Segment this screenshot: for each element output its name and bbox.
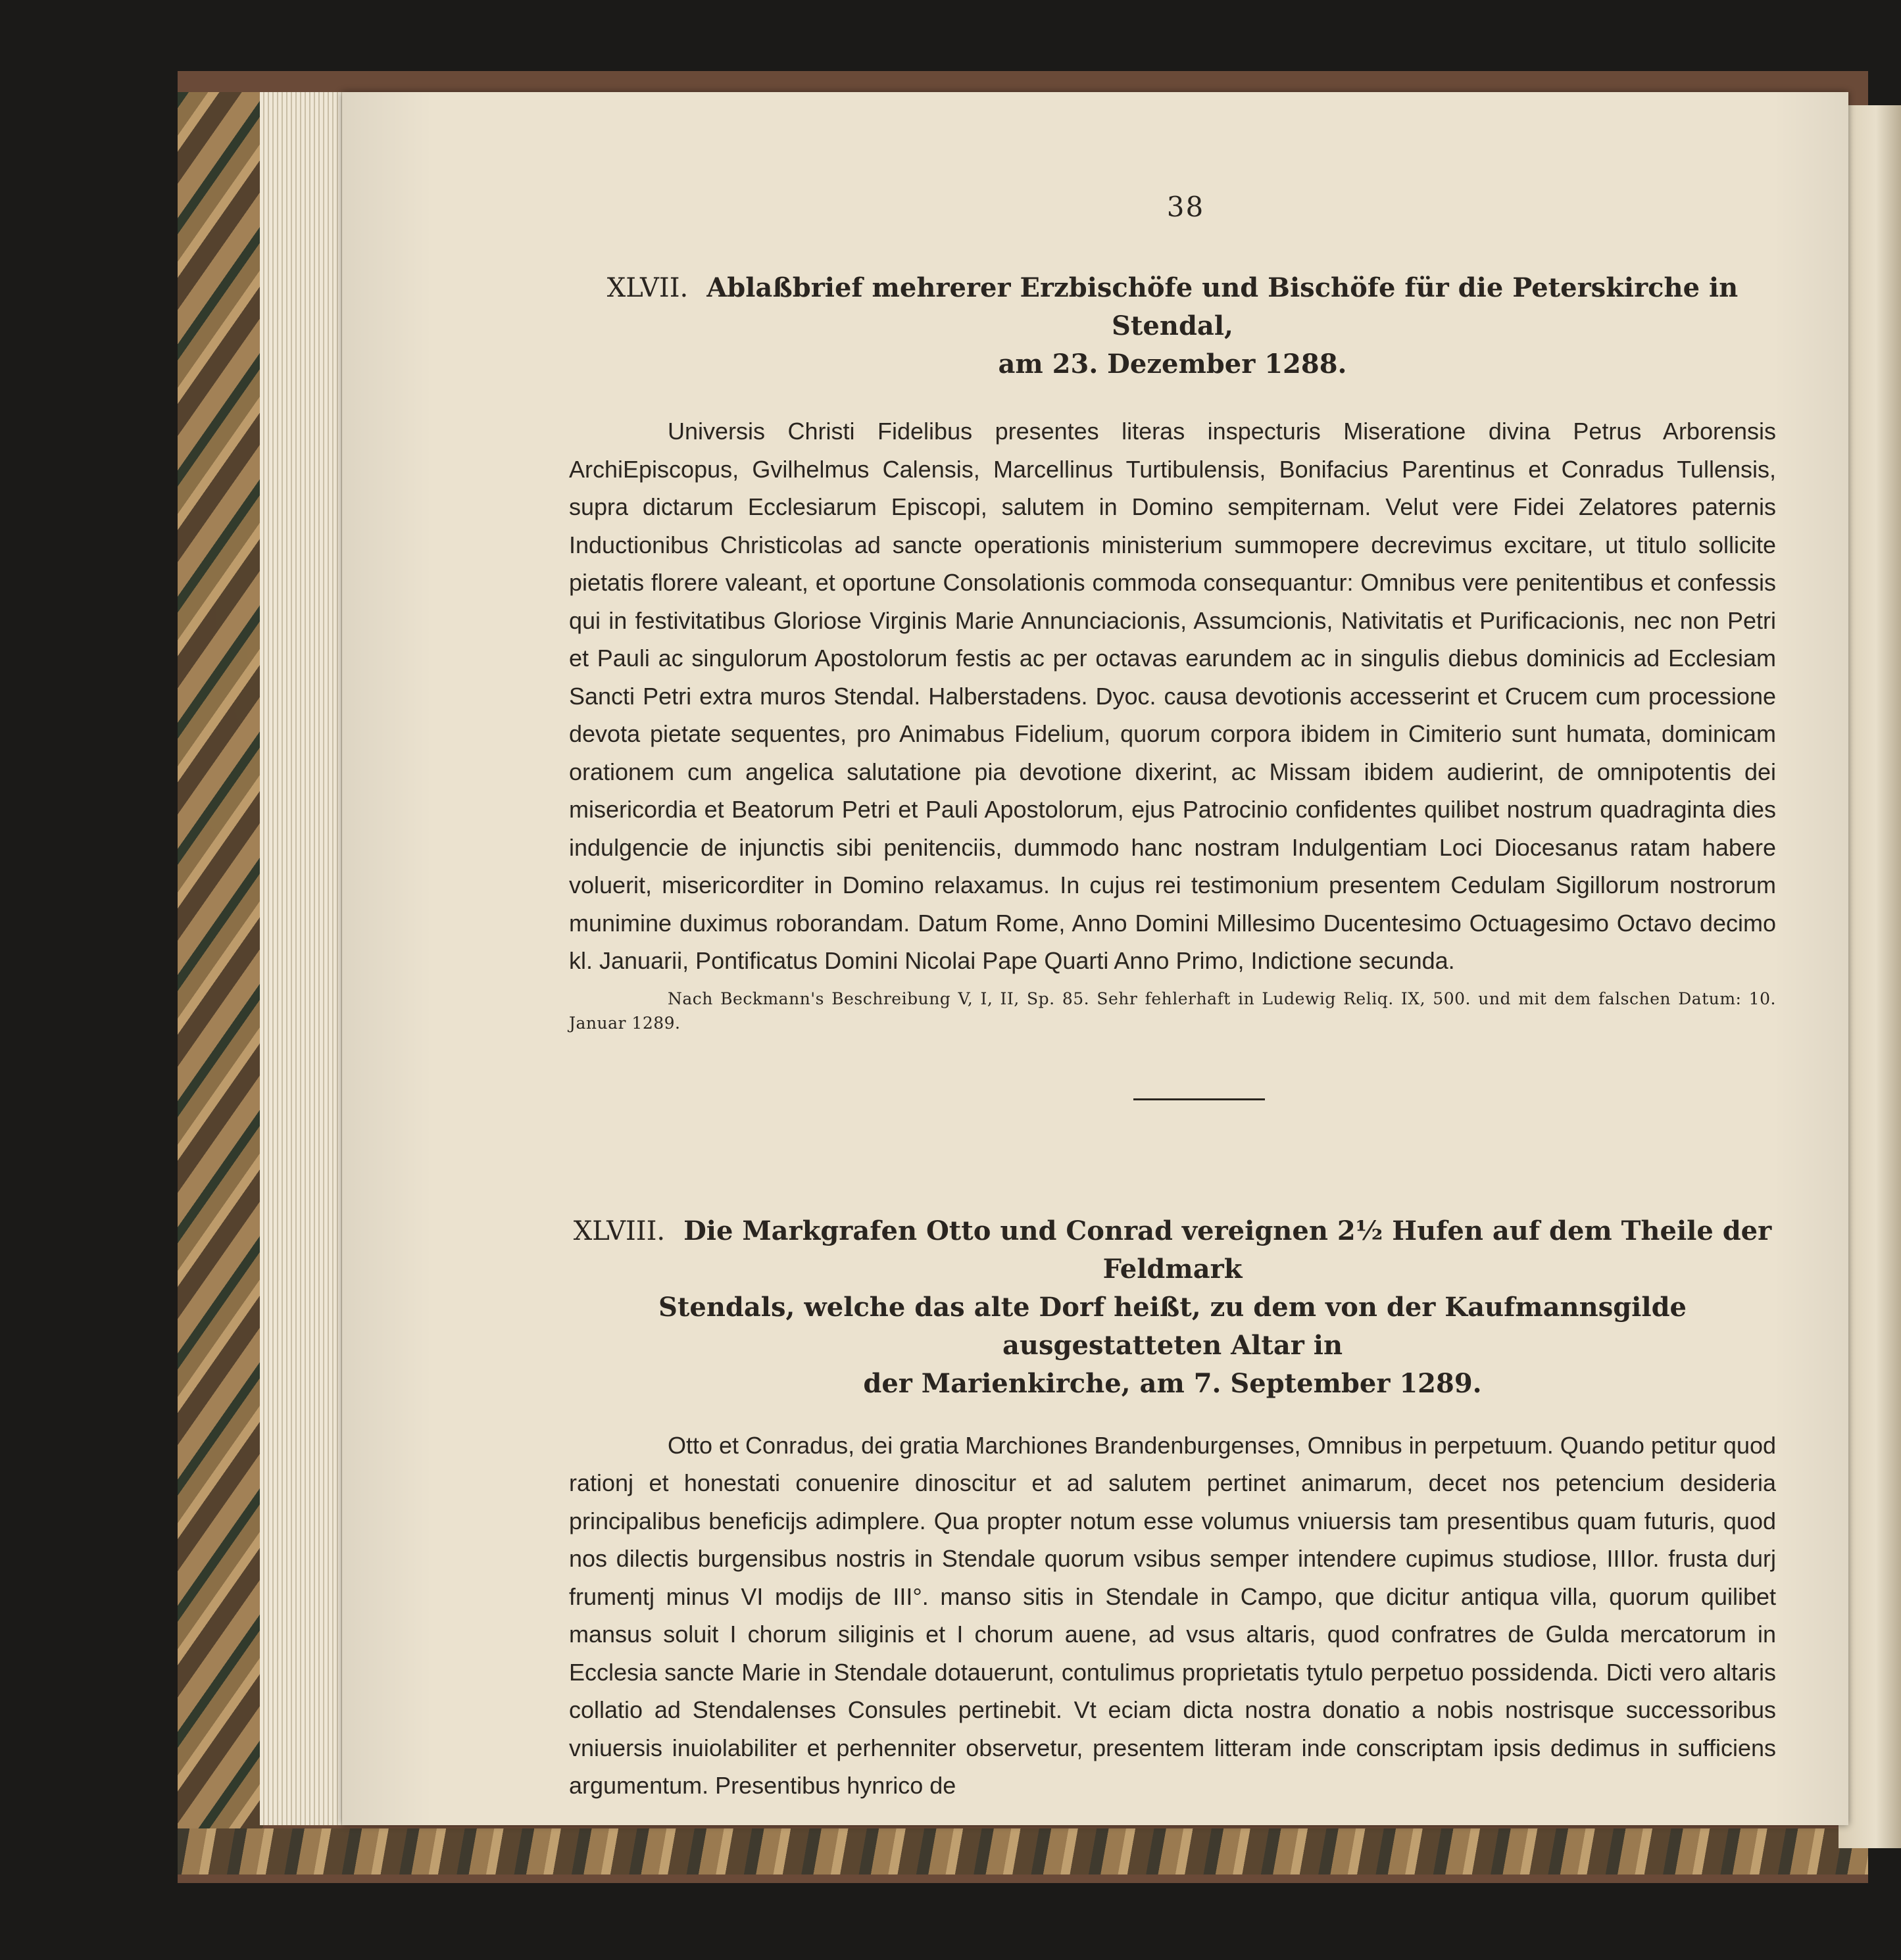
heading-line: Ablaßbrief mehrerer Erzbischöfe und Bischöfe für die Peterskirche in Stendal, bbox=[706, 272, 1739, 341]
page-number: 38 bbox=[1166, 191, 1205, 223]
document-text-xlvii: Universis Christi Fidelibus presentes literas inspecturis Miseratione divina Petrus Arborensis ArchiEpiscopus, Gvilhelmus Calensis, Marcellinus Turtibulensis, Bonifacius Parentinus et Conradus Tullensis, supra dictarum Ecclesiarum Episcopi, salutem in Domino sempiternam. Velut vere Fidei Zelatores paternis Inductionibus Christicolas ad sancte operationis ministerium summopere decrevimus excitare, ut titulo sollicite pietatis florere valeant, et oportune Consolationis commoda consequantur: Omnibus vere penitentibus et confessis qui in festivitatibus Gloriose Virginis Marie Annunciacionis, Assumcionis, Nativitatis et Purificacionis, nec non Petri et Pauli ac singulorum Apostolorum festis ac per octavas earundem ac in singulis diebus dominicis ad Ecclesiam Sancti Petri extra muros Stendal. Halberstadens. Dyoc. causa devotionis accesserint et Crucem cum processione devota pietate sequentes, pro Animabus Fidelium, quorum corpora ibidem in Cimiterio sunt humata, dominicam orationem cum angelica salutatione pia devotione dixerint, ac Missam ibidem audierint, de omnipotentis dei misericordia et Beatorum Petri et Pauli Apostolorum, ejus Patrocinio confidentes quilibet nostrum quadraginta dies indulgencie de injunctis sibi penitenciis, dummodo hanc nostram Indulgentiam Loci Diocesanus ratam habere voluerit, misericorditer in Domino relaxamus. In cujus rei testimonium presentem Cedulam Sigillorum nostrorum munimine duximus roborandam. Datum Rome, Anno Domini Millesimo Ducentesimo Octuagesimo Octavo decimo kl. Januarii, Pontificatus Domini Nicolai Pape Quarti Anno Primo, Indictione secunda. bbox=[569, 418, 1776, 974]
book-page bbox=[342, 92, 1848, 1825]
marbled-endpaper bbox=[178, 92, 263, 1874]
document-number: XLVIII. bbox=[573, 1215, 666, 1246]
document-heading-xlviii bbox=[569, 1212, 1776, 1403]
marbled-edge bbox=[178, 1828, 1868, 1874]
heading-line: der Marienkirche, am 7. September 1289. bbox=[863, 1367, 1482, 1399]
section-separator bbox=[1133, 1098, 1265, 1100]
heading-line: am 23. Dezember 1288. bbox=[998, 349, 1347, 380]
heading-line: Stendals, welche das alte Dorf heißt, zu dem von der Kaufmannsgilde ausgestatteten Altar in bbox=[658, 1291, 1687, 1361]
page-stack-edges bbox=[260, 92, 352, 1825]
document-heading-xlvii bbox=[569, 269, 1776, 383]
document-text-xlviii: Otto et Conradus, dei gratia Marchiones Brandenburgenses, Omnibus in perpetuum. Quando petitur quod rationj et honestati conuenire dinoscitur et ad salutem pertinet animarum, decet nos petencium desideria principalibus beneficijs adimplere. Qua propter notum esse volumus vniuersis tam presentibus quam futuris, quod nos dilectis burgensibus nostris in Stendale quorum vsibus semper intendere cupimus studiose, IIIIor. frusta durj frumentj minus VI modijs de III°. manso sitis in Stendale in Campo, que dicitur antiqua villa, quorum quilibet mansus soluit I chorum siliginis et I chorum auene, ad vsus altaris, quod confratres de Gulda mercatorum in Ecclesia sancte Marie in Stendale dotauerunt, contulimus proprietatis tytulo perpetuo possidenda. Dicti vero altaris collatio ad Stendalenses Consules pertinebit. Vt eciam dicta nostra donatio a nobis nostrisque successoribus vniuersis inuiolabiliter et perhenniter observetur, presentem litteram inde conscriptam ipsis dedimus in sufficiens argumentum. Presentibus hynrico de bbox=[569, 1431, 1777, 1799]
heading-line: Die Markgrafen Otto und Conrad vereignen 2½ Hufen auf dem Theile der Feldmark bbox=[683, 1215, 1772, 1285]
source-note: Nach Beckmann's Beschreibung V, I, II, Sp. 85. Sehr fehlerhaft in Ludewig Reliq. IX, 500. und mit dem falschen Datum: 10. Januar 1289. bbox=[569, 989, 1776, 1033]
page-content bbox=[569, 191, 1776, 1805]
document-number: XLVII. bbox=[606, 273, 689, 303]
